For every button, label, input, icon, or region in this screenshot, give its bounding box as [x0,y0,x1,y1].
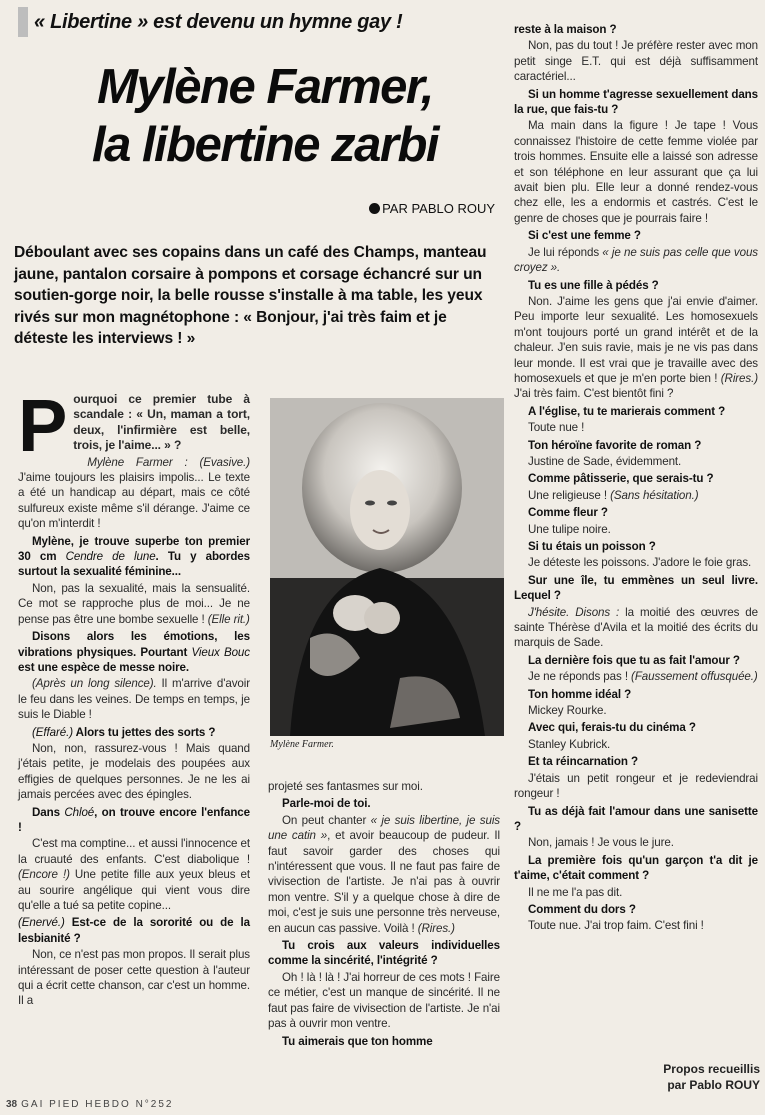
column-2 [268,779,500,1050]
question-23: Tu as déjà fait l'amour dans une sanisette ? [514,804,758,833]
question-17: Si tu étais un poisson ? [528,540,656,553]
byline [369,201,495,216]
answer-1: Mylène Farmer : (Evasive.) J'aime toujours les plaisirs impolis... Le texte a été un handicap au départ, mais ce côté sulfureux existe même s'il dérange. J'aime ce qu'on m'interdit ! [18,455,250,531]
signoff-line-2: par Pablo ROUY [667,1078,760,1092]
question-15: Comme pâtisserie, que serais-tu ? [528,472,714,486]
answer-4: Non, non, rassurez-vous ! Mais quand j'étais petite, je modelais des poupées aux effigies de quelques personnes. Je ne les ai jamais percées avec des épingles. [18,741,250,802]
answer-17: Je déteste les poissons. J'adore le foie gras. [528,556,752,570]
answer-22: J'étais un petit rongeur et je redeviendrai rongeur ! [514,771,758,801]
page-number: 38 [6,1099,18,1110]
question-19: La dernière fois que tu as fait l'amour ? [528,653,740,667]
bullet-icon [369,203,380,214]
headline-line-2: la libertine zarbi [91,118,439,172]
answer-7: On peut chanter « je suis libertine, je suis une catin », et avoir beaucoup de pudeur. Il faut savoir garder des choses qui n'intéressent que vous. Il ne faut pas faire de vivisection de l'artiste. Je n'ai pas à ouvrir mon ventre. S'il y a quelque chose à dire de moi, c'est je suis une personne très nerveuse, en aucun cas passive. Voilà ! (Rires.) [268,813,501,935]
headline [30,58,500,174]
question-21: Avec qui, ferais-tu du cinéma ? [528,721,696,735]
answer-21: Stanley Kubrick. [528,737,611,751]
publication-name: GAI PIED HEBDO N°252 [21,1099,174,1110]
answer-10: Ma main dans la figure ! Je tape ! Vous connaissez l'histoire de cette femme violée par trois hommes. Ensuite elle a laissé son adresse et son téléphone en leur assurant que ça lui avait bien plu. Elle leur a donné rendez-vous chez elle, les a endormis et castrés. C'est le genre de choses que je pourrais faire ! [514,119,758,225]
drop-cap: P [18,384,68,467]
question-14: Ton héroïne favorite de roman ? [528,438,702,452]
answer-8: Oh ! là ! là ! J'ai horreur de ces mots ! Faire ce métier, c'est un manque de sincérité. Il ne faut pas faire de vivisection de l'artiste. Je n'ai pas à ouvrir mon ventre. [268,970,500,1031]
answer-2: Non, pas la sexualité, mais la sensualité. Ce mot se rapproche plus de moi... Je ne pense pas être une bombe sexuelle ! (Elle rit.) [18,581,250,626]
answer-5: C'est ma comptine... et aussi l'innocence et la cruauté des enfants. C'est diabolique ! (Encore !) Une petite fille aux yeux bleus et au sourire angélique qui vient vous dire qu'elle a tué sa petite copine... [18,837,250,912]
answer-9: Non, pas du tout ! Je préfère rester avec mon petit singe E.T. qui est déjà suffisamment caractériel... [514,39,758,84]
signoff [610,1061,760,1093]
answer-12: Non. J'aime les gens que j'ai envie d'aimer. Peu importe leur sexualité. Les homosexuels m'ont toujours porté un grand intérêt et de la chaleur. J'en suis ravie, mais je ne vis pas dans leur monde. Il est vrai que je travaille avec des homosexuels et que je m'en porte bien ! (Rires.) J'ai très faim. C'est bientôt fini ? [514,294,758,401]
answer-18: J'hésite. Disons : la moitié des œuvres de sainte Thérèse d'Avila et la moitié des écrits du marquis de Sade. [514,605,758,650]
question-18: Sur une île, tu emmènes un seul livre. Lequel ? [514,573,758,603]
question-16: Comme fleur ? [528,506,608,520]
answer-15: Une religieuse ! (Sans hésitation.) [528,488,699,502]
lead-paragraph: Déboulant avec ses copains dans un café des Champs, manteau jaune, pantalon corsaire à pompons et corsage échancré sur un soutien-gorge noir, la belle rousse s'installe à ma table, les yeux rivés sur mon magnétophone : « Bonjour, j'ai très faim et je déteste les interviews ! » [14,244,487,347]
question-11: Si c'est une femme ? [528,229,641,243]
question-9: Tu aimerais que ton homme [282,1034,433,1048]
question-2: Mylène, je trouve superbe ton premier 30 cm Cendre de lune. Tu y abordes surtout la sexualité féminine... [18,534,250,579]
headline-line-1: Mylène Farmer, [97,60,433,114]
byline-text: PAR PABLO ROUY [382,201,495,216]
question-24: La première fois qu'un garçon t'a dit je t'aime, c'était comment ? [514,853,758,883]
answer-6-continued: projeté ses fantasmes sur moi. [268,780,423,793]
page-footer [6,1099,174,1110]
answer-19: Je ne réponds pas ! (Faussement offusquée.) [528,670,758,684]
question-20: Ton homme idéal ? [528,687,632,701]
kicker-bar [18,7,28,37]
kicker [18,5,496,39]
photo-caption: Mylène Farmer. [270,739,334,750]
portrait-illustration [270,398,504,736]
answer-13: Toute nue ! [528,421,585,435]
answer-16: Une tulipe noire. [528,522,611,536]
question-12: Tu es une fille à pédés ? [528,278,659,292]
portrait-photo [270,398,504,736]
answer-20: Mickey Rourke. [528,704,607,718]
column-1 [18,384,250,1010]
question-13: A l'église, tu te marierais comment ? [528,404,726,418]
question-9-continued: reste à la maison ? [514,23,617,36]
question-25: Comment du dors ? [528,902,636,916]
question-4: (Effaré.) Alors tu jettes des sorts ? [32,725,216,739]
kicker-text: « Libertine » est devenu un hymne gay ! [34,10,403,33]
question-6: (Enervé.) Est-ce de la sororité ou de la lesbianité ? [18,916,250,945]
question-7: Parle-moi de toi. [282,797,371,811]
question-10: Si un homme t'agresse sexuellement dans la rue, que fais-tu ? [514,87,758,117]
answer-23: Non, jamais ! Je vous le jure. [528,836,674,850]
answer-25: Toute nue. J'ai trop faim. C'est fini ! [528,919,704,933]
question-3: Disons alors les émotions, les vibrations physiques. Pourtant Vieux Bouc est une espèce de messe noire. [18,630,250,674]
answer-14: Justine de Sade, évidemment. [528,454,682,468]
question-1: ourquoi ce premier tube à scandale : « Un, maman a tort, deux, l'infirmière est belle, trois, je l'aime... » ? [73,392,250,453]
question-5: Dans Chloé, on trouve encore l'enfance ! [18,805,250,834]
answer-24: Il ne me l'a pas dit. [528,885,623,899]
answer-3: (Après un long silence). Il m'arrive d'avoir le feu dans les veines. De temps en temps, je suis le Diable ! [18,677,250,722]
question-8: Tu crois aux valeurs individuelles comme la sincérité, l'intégrité ? [268,939,500,968]
answer-11: Je lui réponds « je ne suis pas celle que vous croyez ». [514,245,758,275]
answer-6: Non, ce n'est pas mon propos. Il serait plus intéressant de poser cette question à l'auteur qui a écrit cette chanson, car c'est un homme. Il a [18,948,250,1008]
question-22: Et ta réincarnation ? [528,755,638,769]
column-3 [514,20,758,935]
signoff-line-1: Propos recueillis [663,1062,760,1076]
